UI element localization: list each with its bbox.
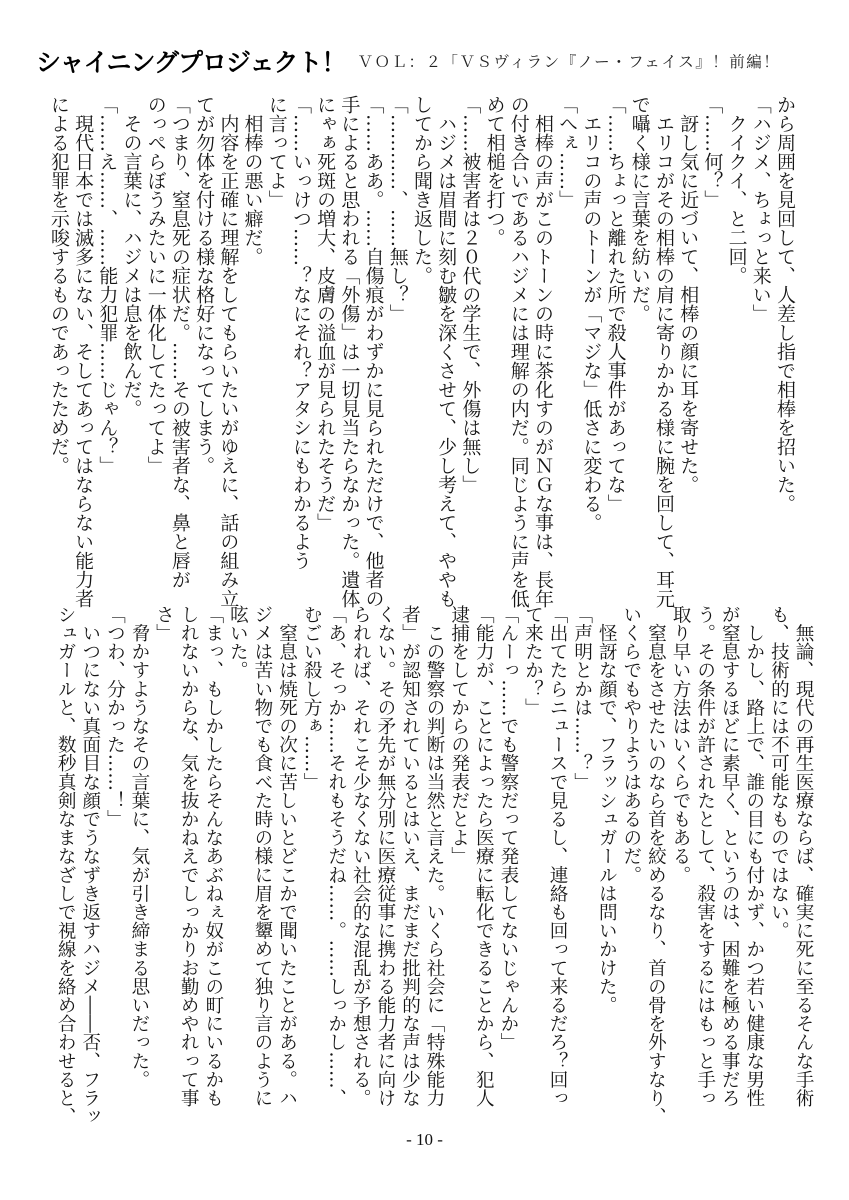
text-column: にゃぁ死斑の増大、皮膚の溢血が見られたそうだ」 — [314, 95, 337, 532]
text-column: に言ってよ」 — [265, 95, 288, 209]
text-column: 「……被害者は２０代の学生で、外傷は無し」 — [459, 95, 482, 494]
text-column: クイクイ、と二回。 — [725, 95, 748, 285]
page-number: - 10 - — [406, 1130, 443, 1149]
text-column: 「つわ、分かった……！」 — [104, 605, 126, 829]
text-column: 「ハジメ、ちょっと来い」 — [749, 95, 772, 323]
text-column: 脅かすようなその言葉に、気が引き締まる思いだった。 — [128, 605, 150, 1089]
text-column: 手によると思われる「外傷」は一切見当たらなかった。遺体 — [338, 95, 361, 608]
text-column: 相棒の悪い癖だ。 — [241, 95, 264, 266]
text-column: 「あ、そっか……それもそうだね……。……しっかし……、 — [325, 605, 347, 1108]
text-column: エリコがその相棒の肩に寄りかかる様に腕を回して、耳元 — [652, 95, 675, 608]
text-column: 窒息は焼死の次に苦しいとどこかで聞いたことがある。ハ — [276, 605, 298, 1108]
text-column: 現代日本では滅多にない、そしてあってはならない能力者 — [72, 95, 95, 608]
text-column: ハジメは眉間に刻む皺を深くさせて、少し考えて、ややも — [435, 95, 458, 608]
page-header — [36, 44, 780, 78]
text-column: 「へぇ……」 — [556, 95, 579, 209]
text-column: 「……ああ。……自傷痕がわずかに見られただけで、他者の — [362, 95, 385, 608]
text-column: この警察の判断は当然と言えた。いくら社会に「特殊能力 — [424, 605, 446, 1108]
text-column: 「能力が、ことによったら医療に転化できることから、犯人 — [473, 605, 495, 1108]
lower-text-block — [53, 605, 815, 1126]
chapter-title: ＶＯＬ：２「ＶＳヴィラン『ノー・フェイス』！前編！ — [357, 53, 781, 71]
series-logo: シャイニングプロジェクト！ — [36, 48, 346, 77]
text-column: う。その条件が許されたとして、殺害をするにはもっと手っ — [694, 605, 716, 1108]
text-column: 窒息をさせたいのなら首を絞めるなり、首の骨を外すなり、 — [645, 605, 667, 1126]
text-column: で囁く様に言葉を紡いだ。 — [628, 95, 651, 323]
text-column: られれば、それこそ少なくない社会的な混乱が予想される。 — [350, 605, 372, 1108]
text-column: いつにない真面目な顔でうなずき返すハジメ――否、フラッ — [79, 605, 101, 1126]
text-column: シュガールと、数秒真剣なまなざしで視線を絡め合わせると、 — [55, 605, 77, 1126]
text-column: 「まっ、もしかしたらそんなあぶねぇ奴がこの町にいるかも — [202, 605, 224, 1108]
text-column: その言葉に、ハジメは息を飲んだ。 — [120, 95, 143, 418]
text-column: 者」が認知されているとはいえ、まだまだ批判的な声は少な — [399, 605, 421, 1108]
text-column: ジメは苦い物でも食べた時の様に眉を顰めて独り言のように — [251, 605, 273, 1108]
text-column: しかし、路上で、誰の目にも付かず、かつ若い健康な男性 — [743, 605, 765, 1108]
text-column: してから聞き返した。 — [410, 95, 433, 285]
text-column: めて相槌を打つ。 — [483, 95, 506, 247]
text-column: 無論、現代の再生医療ならば、確実に死に至るそんな手術 — [793, 605, 814, 1108]
text-column: 呟いた。 — [227, 605, 249, 680]
text-column: 訝し気に近づいて、相棒の顔に耳を寄せた。 — [677, 95, 700, 494]
text-column: 「……ちょっと離れた所で殺人事件があってな」 — [604, 95, 627, 513]
text-column: 相棒の声がこのトーンの時に茶化すのがＮＧな事は、長年 — [531, 95, 554, 608]
text-column: くない。その矛先が無分別に医療従事に携わる能力者に向け — [374, 605, 396, 1108]
text-column: 「……何？」 — [701, 95, 724, 209]
text-column: 「んーっ……でも警察だって発表してないじゃんか」 — [497, 605, 519, 1052]
text-column: いくらでもやりようはあるのだ。 — [620, 605, 642, 884]
text-column: 「……え……、……能力犯罪……じゃん？」 — [96, 95, 119, 475]
text-column: 「出てたらニュースで見るし、連絡も回って来るだろ？回っ — [547, 605, 569, 1108]
text-column: 「声明とかは……？」 — [571, 605, 593, 791]
text-column: 「……いっけつ……？なにそれ？アタシにもわかるよう — [289, 95, 312, 570]
text-column: さ」 — [153, 605, 175, 643]
text-column: 逮捕をしてからの発表だとよ」 — [448, 605, 470, 866]
text-column: から周囲を見回して、人差し指で相棒を招いた。 — [774, 95, 796, 513]
text-column: 内容を正確に理解をしてもらいたいがゆえに、話の組み立 — [217, 95, 240, 608]
text-column: 「つまり、窒息死の症状だ。……その被害者な、鼻と唇が — [168, 95, 191, 589]
upper-text-block — [47, 95, 797, 608]
text-column: てが勿体を付ける様な格好になってしまう。 — [193, 95, 216, 475]
text-column: エリコの声のトーンが「マジな」低さに変わる。 — [580, 95, 603, 532]
text-column: むごい殺し方ぁ……」 — [301, 605, 323, 791]
text-column: しれないからな、気を抜かねえでしっかりお勤めやれって事 — [178, 605, 200, 1108]
text-column: が窒息するほどに素早く、というのは、困難を極める事だろ — [719, 605, 741, 1108]
text-column: の付き合いであるハジメには理解の内だ。同じように声を低 — [507, 95, 530, 608]
text-column: も、技術的には不可能なものではない。 — [768, 605, 790, 940]
text-column: て来たか？」 — [522, 605, 544, 717]
text-column: 取り早い方法はいくらでもある。 — [670, 605, 692, 884]
text-column: 怪訝な顔で、フラッシュガールは問いかけた。 — [596, 605, 618, 1015]
text-column: 「…………、……無し？」 — [386, 95, 409, 323]
text-column: のっぺらぼうみたいに一体化してたってよ」 — [144, 95, 167, 475]
text-column: による犯罪を示唆するものであったためだ。 — [47, 95, 70, 475]
